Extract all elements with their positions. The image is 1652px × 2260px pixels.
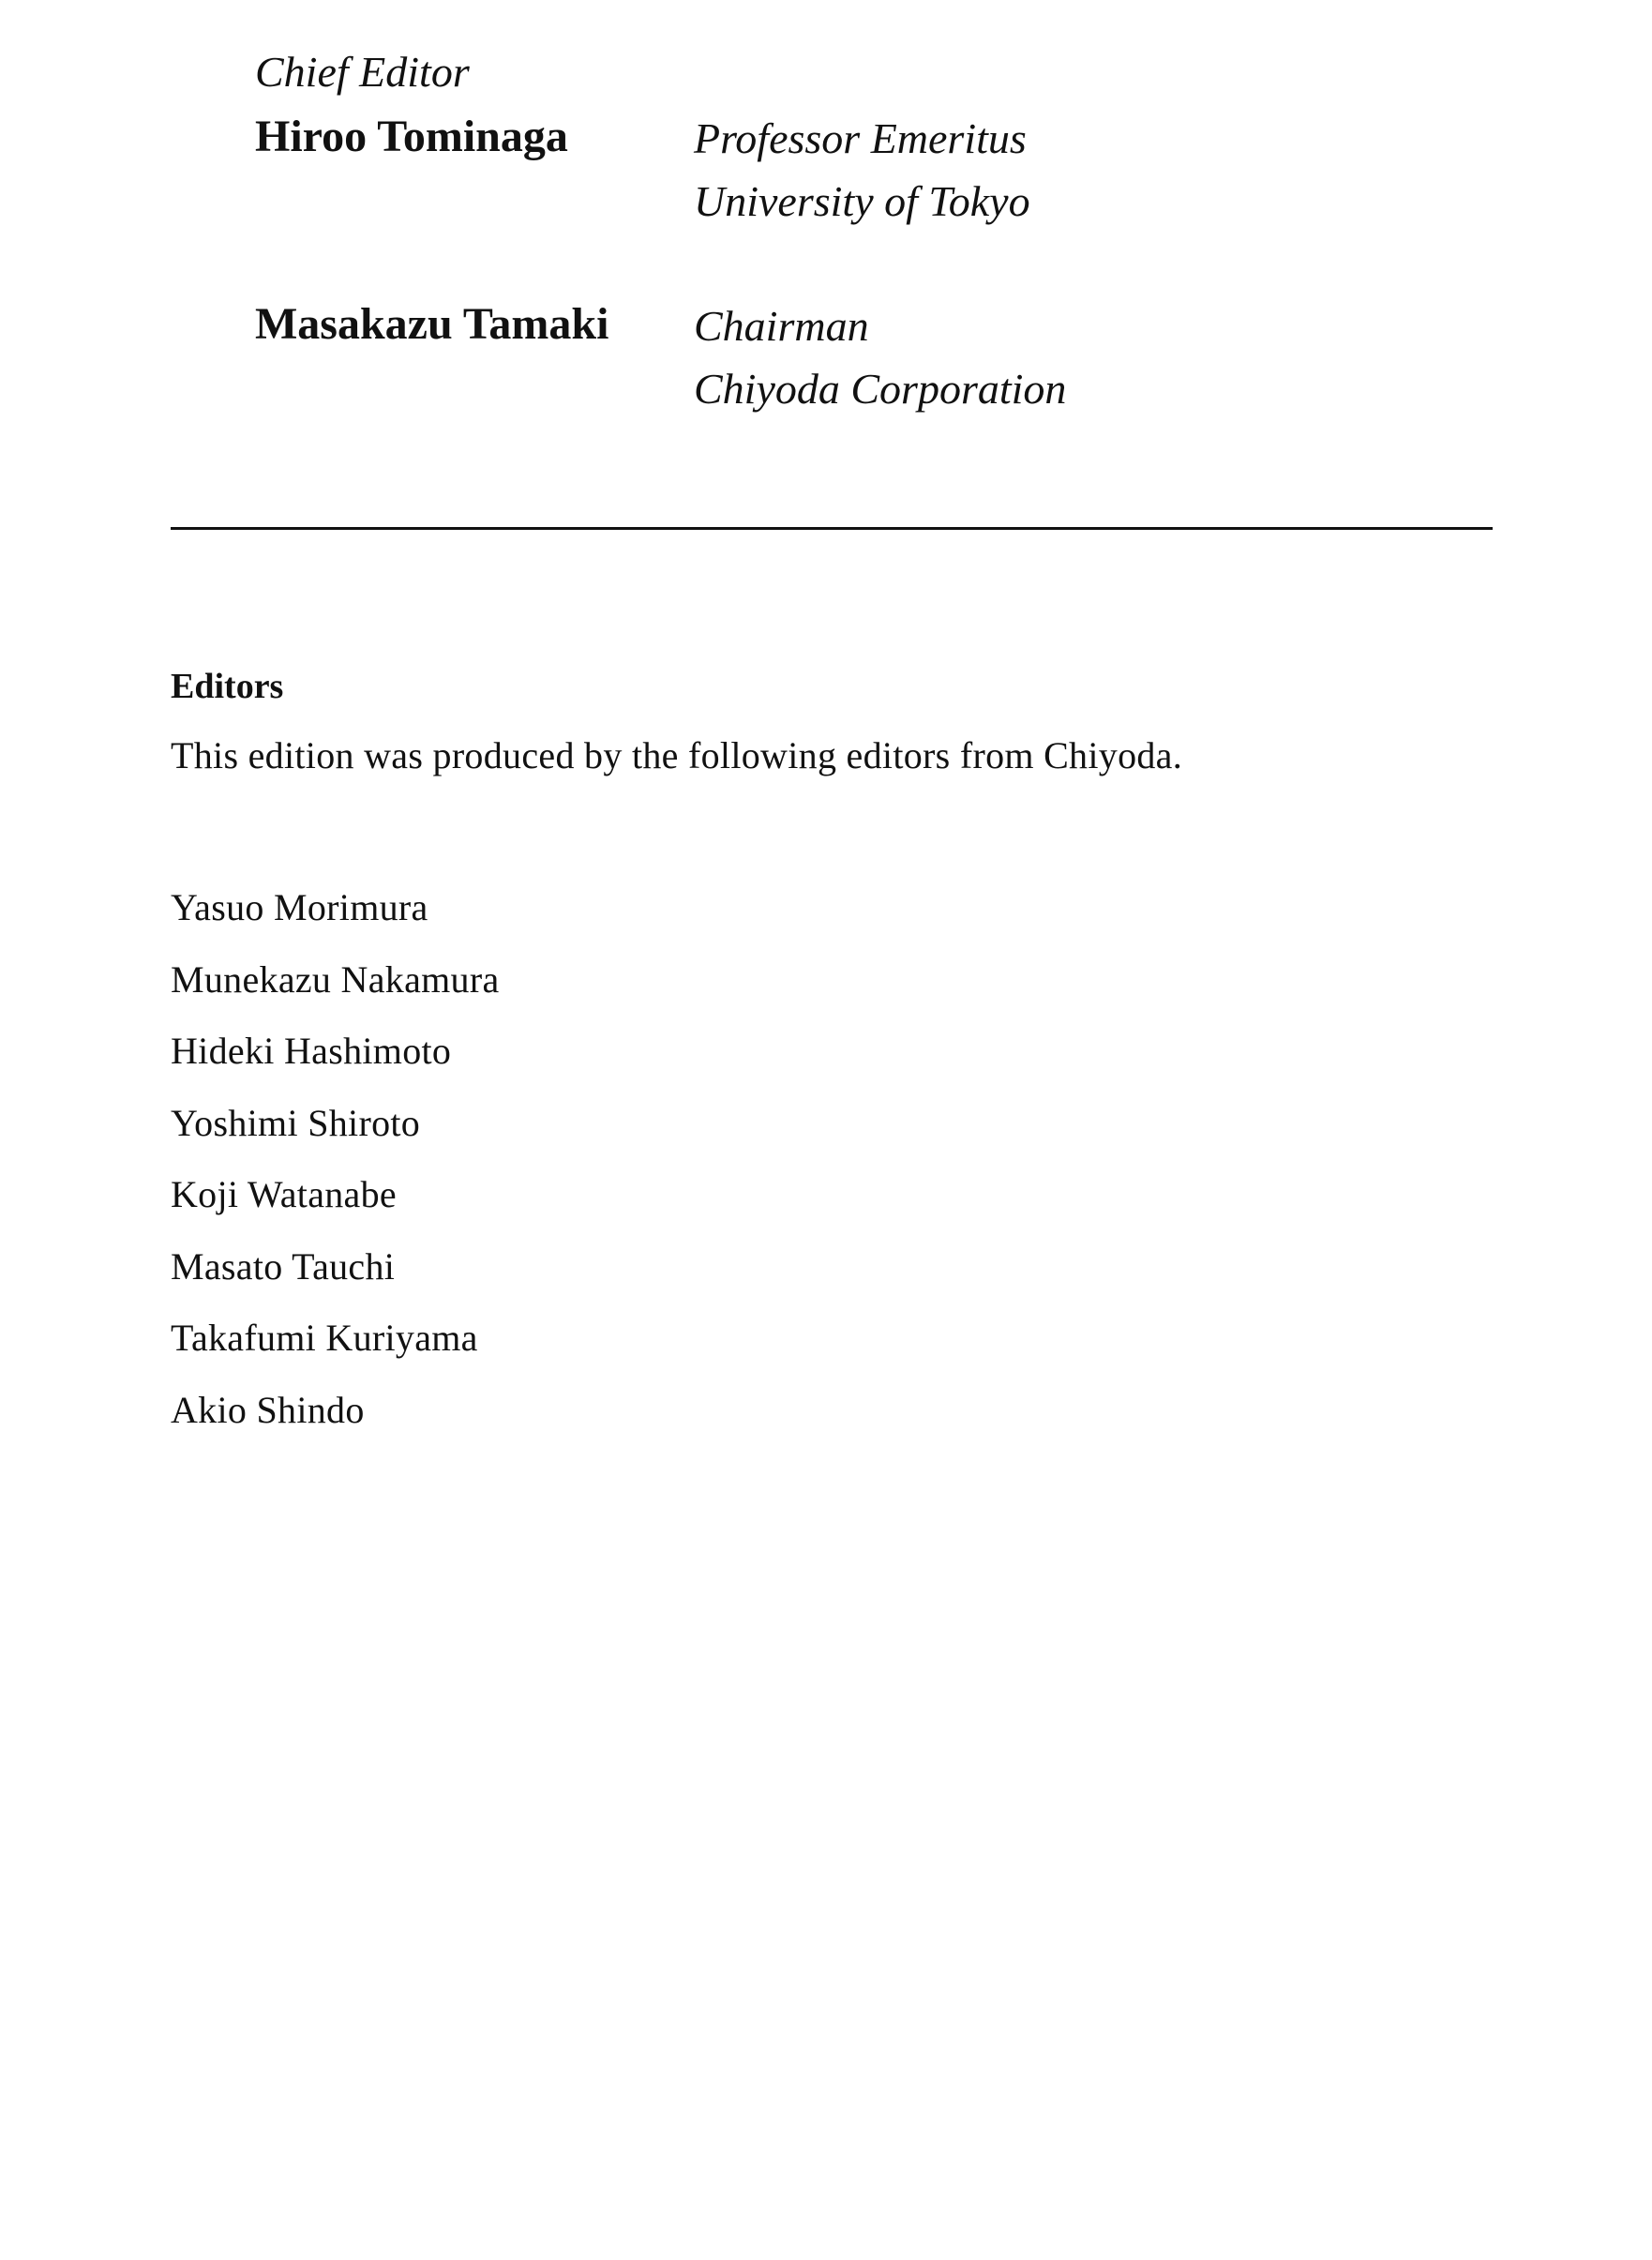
editors-intro-text: This edition was produced by the following editors from Chiyoda. (171, 734, 1183, 776)
chief-editor-affiliation-1 (694, 107, 1030, 233)
editor-list (171, 872, 500, 1446)
section-divider (171, 527, 1493, 530)
editor-name: Yasuo Morimura (171, 886, 428, 928)
chief-editor-label: Chief Editor (255, 48, 470, 96)
chief-editor-organization-1: University of Tokyo (694, 177, 1030, 225)
editor-name: Hideki Hashimoto (171, 1030, 452, 1072)
chief-editor-title-2: Chairman (694, 302, 869, 350)
editor-name: Akio Shindo (171, 1388, 365, 1431)
chief-editor-name-1: Hiroo Tominaga (255, 112, 568, 161)
editor-name: Takafumi Kuriyama (171, 1317, 478, 1359)
chief-editor-affiliation-2 (694, 294, 1066, 420)
editors-heading: Editors (171, 667, 284, 706)
chief-editor-title-1: Professor Emeritus (694, 114, 1027, 162)
editor-name: Koji Watanabe (171, 1173, 397, 1215)
editor-name: Yoshimi Shiroto (171, 1101, 421, 1144)
chief-editor-name-2: Masakazu Tamaki (255, 299, 609, 349)
editor-name: Munekazu Nakamura (171, 957, 500, 1001)
editor-name: Masato Tauchi (171, 1244, 396, 1288)
chief-editor-organization-2: Chiyoda Corporation (694, 365, 1067, 413)
